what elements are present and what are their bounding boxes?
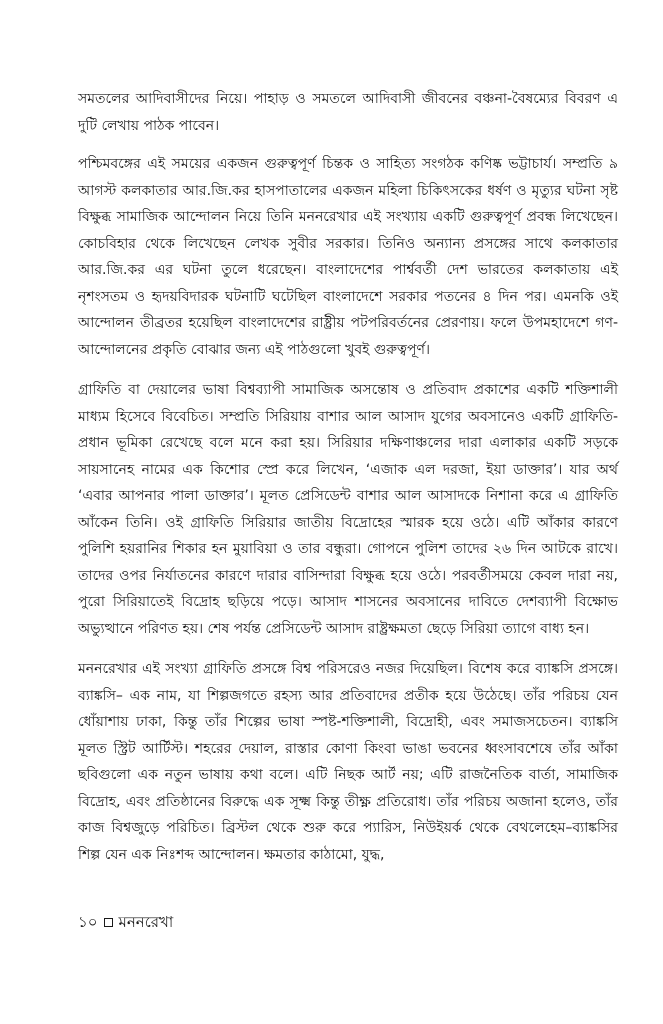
page-body [78,86,618,882]
paragraph-3: গ্রাফিতি বা দেয়ালের ভাষা বিশ্বব্যাপী সামাজিক অসন্তোষ ও প্রতিবাদ প্রকাশের একটি শক্তিশালী মাধ্যম হিসেবে বিবেচিত। সম্প্রতি সিরিয়ায় বাশার আল আসাদ যুগের অবসানেও একটি গ্রাফিতি-প্রধান ভূমিকা রেখেছে বলে মনে করা হয়। সিরিয়ার দক্ষিণাঞ্চলের দারা এলাকার একটি সড়কে সায়সানেহ নামের এক কিশোর স্প্রে করে লিখেন, ‘এজাক এল দরজা, ইয়া ডাক্তার’। যার অর্থ ‘এবার আপনার পালা ডাক্তার’। মূলত প্রেসিডেন্ট বাশার আল আসাদকে নিশানা করে এ গ্রাফিতি আঁকেন তিনি। ওই গ্রাফিতি সিরিয়ার জাতীয় বিদ্রোহের স্মারক হয়ে ওঠে। এটি আঁকার কারণে পুলিশি হয়রানির শিকার হন মুয়াবিয়া ও তার বন্ধুরা। গোপনে পুলিশ তাদের ২৬ দিন আটকে রাখে। তাদের ওপর নির্যাতনের কারণে দারার বাসিন্দারা বিক্ষুব্ধ হয়ে ওঠে। পরবর্তীসময়ে কেবল দারা নয়, পুরো সিরিয়াতেই বিদ্রোহ ছড়িয়ে পড়ে। আসাদ শাসনের অবসানের দাবিতে দেশব্যাপী বিক্ষোভ অভ্যুত্থানে পরিণত হয়। শেষ পর্যন্ত প্রেসিডেন্ট আসাদ রাষ্ট্রক্ষমতা ছেড়ে সিরিয়া ত্যাগে বাধ্য হন। [78,382,618,637]
paragraph-1: সমতলের আদিবাসীদের নিয়ে। পাহাড় ও সমতলে আদিবাসী জীবনের বঞ্চনা-বৈষম্যের বিবরণ এ দুটি লেখায় পাঠক পাবেন। [78,91,618,134]
paragraph-2: পশ্চিমবঙ্গের এই সময়ের একজন গুরুত্বপূর্ণ চিন্তক ও সাহিত্য সংগঠক কণিষ্ক ভট্টাচার্য। সম্প্রতি ৯ আগস্ট কলকাতার আর.জি.কর হাসপাতালের একজন মহিলা চিকিৎসকের ধর্ষণ ও মৃত্যুর ঘটনা সৃষ্ট বিক্ষুব্ধ সামাজিক আন্দোলন নিয়ে তিনি মননরেখার এই সংখ্যায় একটি গুরুত্বপূর্ণ প্রবন্ধ লিখেছেন। কোচবিহার থেকে লিখেছেন লেখক সুবীর সরকার। তিনিও অন্যান্য প্রসঙ্গের সাথে কলকাতার আর.জি.কর এর ঘটনা তুলে ধরেছেন। বাংলাদেশের পার্শ্ববর্তী দেশ ভারতের কলকাতায় এই নৃশংসতম ও হৃদয়বিদারক ঘটনাটি ঘটেছিল বাংলাদেশে সরকার পতনের ৪ দিন পর। এমনকি ওই আন্দোলন তীব্রতর হয়েছিল বাংলাদেশের রাষ্ট্রীয় পটপরিবর্তনের প্রেরণায়। ফলে উপমহাদেশে গণ-আন্দোলনের প্রকৃতি বোঝার জন্য এই পাঠগুলো খুবই গুরুত্বপূর্ণ। [78,156,618,358]
paragraph-4: মননরেখার এই সংখ্যা গ্রাফিতি প্রসঙ্গে বিশ্ব পরিসরেও নজর দিয়েছিল। বিশেষ করে ব্যাঙ্কসি প্রসঙ্গে। ব্যাঙ্কসি– এক নাম, যা শিল্পজগতে রহস্য আর প্রতিবাদের প্রতীক হয়ে উঠেছে। তাঁর পরিচয় যেন ধোঁয়াশায় ঢাকা, কিন্তু তাঁর শিল্পের ভাষা স্পষ্ট-শক্তিশালী, বিদ্রোহী, এবং সমাজসচেতন। ব্যাঙ্কসি মূলত স্ট্রিট আর্টিস্ট। শহরের দেয়াল, রাস্তার কোণা কিংবা ভাঙা ভবনের ধ্বংসাবশেষে তাঁর আঁকা ছবিগুলো এক নতুন ভাষায় কথা বলে। এটি নিছক আর্ট নয়; এটি রাজনৈতিক বার্তা, সামাজিক বিদ্রোহ, এবং প্রতিষ্ঠানের বিরুদ্ধে এক সূক্ষ্ম কিন্তু তীক্ষ্ণ প্রতিরোধ। তাঁর পরিচয় অজানা হলেও, তাঁর কাজ বিশ্বজুড়ে পরিচিত। ব্রিস্টল থেকে শুরু করে প্যারিস, নিউইয়র্ক থেকে বেথলেহেম–ব্যাঙ্কসির শিল্প যেন এক নিঃশব্দ আন্দোলন। ক্ষমতার কাঠামো, যুদ্ধ, [78,661,618,863]
journal-name: মননরেখা [118,913,174,931]
page-number: ১০ [78,913,98,931]
square-separator-icon [104,918,113,927]
page-footer [78,912,173,932]
